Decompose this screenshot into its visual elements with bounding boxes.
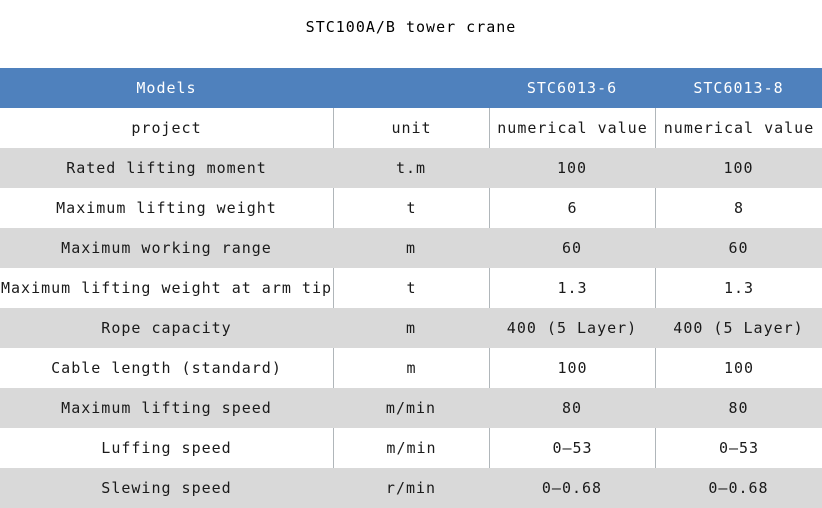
header-empty-cell	[333, 68, 489, 108]
table-row	[0, 308, 822, 348]
table-header-row	[0, 68, 822, 108]
table-row	[0, 428, 822, 468]
unit-cell: t	[333, 268, 489, 308]
subheader-value-b-cell: numerical value	[655, 108, 822, 148]
subheader-unit-cell: unit	[333, 108, 489, 148]
value-b-cell: 100	[723, 159, 754, 177]
value-a-cell: 0—53	[489, 428, 655, 468]
project-cell: Maximum lifting speed	[61, 399, 272, 417]
table-row	[0, 228, 822, 268]
value-a-cell: 400 (5 Layer)	[506, 319, 638, 337]
value-a-cell: 60	[561, 239, 583, 257]
unit-cell: m/min	[385, 399, 437, 417]
value-a-cell: 0—0.68	[541, 479, 603, 497]
value-b-cell: 0—0.68	[708, 479, 769, 497]
unit-cell: t.m	[395, 159, 427, 177]
spec-table	[0, 68, 822, 508]
value-b-cell: 400 (5 Layer)	[673, 319, 804, 337]
value-a-cell: 100	[489, 348, 655, 388]
project-cell: Maximum lifting weight	[56, 199, 277, 217]
value-b-cell: 100	[655, 348, 822, 388]
value-a-cell: 100	[556, 159, 588, 177]
table-row	[0, 188, 822, 228]
page-title: STC100A/B tower crane	[305, 18, 517, 36]
table-row	[0, 148, 822, 188]
table-row	[0, 468, 822, 508]
value-b-cell: 80	[728, 399, 749, 417]
subheader-project-cell: project	[131, 119, 202, 137]
table-body	[0, 148, 822, 508]
table-row	[0, 268, 822, 308]
table-row	[0, 348, 822, 388]
subheader-value-a-cell: numerical value	[489, 108, 655, 148]
unit-cell: r/min	[385, 479, 437, 497]
value-b-cell: 0—53	[655, 428, 822, 468]
project-cell: Slewing speed	[101, 479, 232, 497]
project-cell: Rope capacity	[101, 319, 232, 337]
value-a-cell: 6	[489, 188, 655, 228]
header-models-cell: Models	[136, 79, 197, 97]
value-a-cell: 1.3	[489, 268, 655, 308]
unit-cell: m	[405, 319, 417, 337]
value-a-cell: 80	[561, 399, 583, 417]
value-b-cell: 8	[655, 188, 822, 228]
table-subheader-row	[0, 108, 822, 148]
header-model-b-cell: STC6013-8	[693, 79, 784, 97]
project-cell: Cable length (standard)	[51, 359, 282, 377]
unit-cell: t	[333, 188, 489, 228]
value-b-cell: 1.3	[655, 268, 822, 308]
unit-cell: m	[333, 348, 489, 388]
table-row	[0, 388, 822, 428]
unit-cell: m	[405, 239, 417, 257]
project-cell: Maximum working range	[61, 239, 272, 257]
project-cell: Rated lifting moment	[66, 159, 267, 177]
unit-cell: m/min	[333, 428, 489, 468]
header-model-a-cell: STC6013-6	[526, 79, 618, 97]
value-b-cell: 60	[728, 239, 749, 257]
project-cell: Maximum lifting weight at arm tip	[0, 279, 332, 297]
project-cell: Luffing speed	[101, 439, 232, 457]
